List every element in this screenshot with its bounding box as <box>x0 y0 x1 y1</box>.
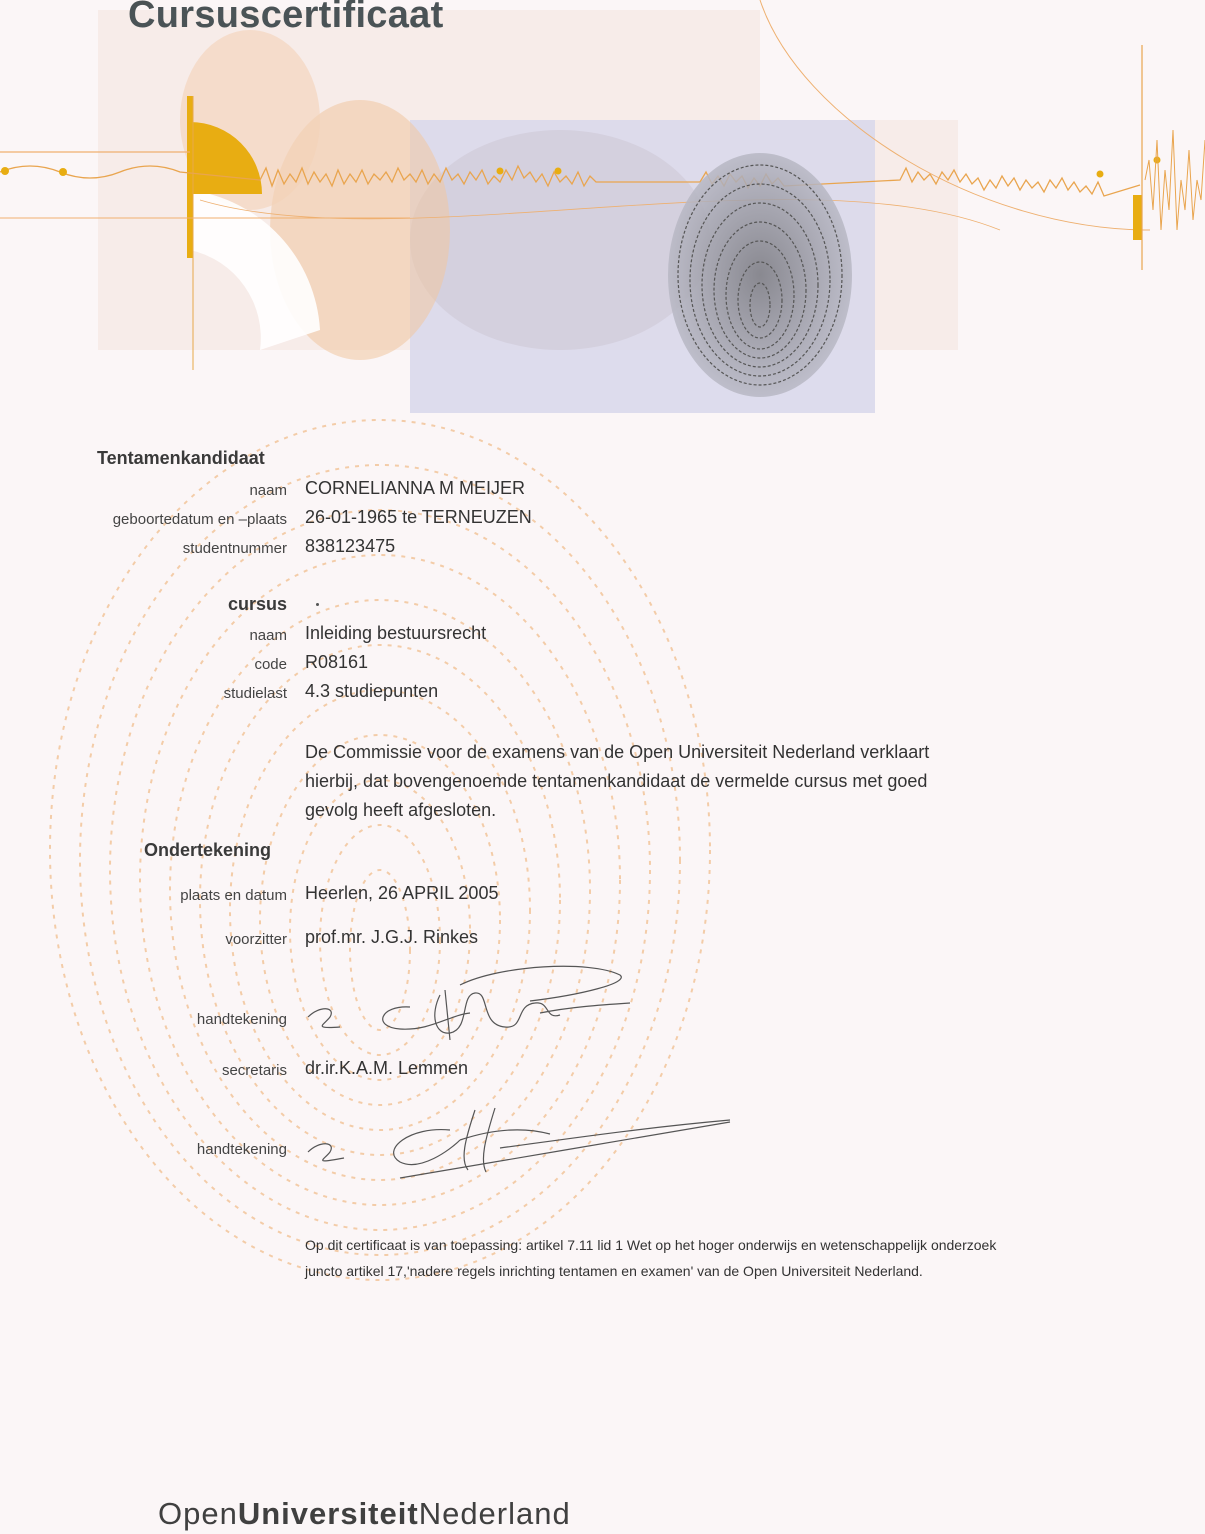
logo-part-open: Open <box>158 1496 238 1531</box>
course-code-value: R08161 <box>305 652 369 672</box>
certificate-title: Cursuscertificaat <box>128 0 444 36</box>
student-number-label: studentnummer <box>182 540 287 557</box>
chair-value: prof.mr. J.G.J. Rinkes <box>305 927 479 947</box>
fingerprint-graphic <box>668 153 852 397</box>
declaration-text: De Commissie voor de examens van de Open Universiteit Nederland verklaart hierbij, dat bovengenoemde tentamenkandidaat de vermelde cursus met goed gevolg heeft afgesloten. <box>305 742 930 820</box>
chair-signature <box>300 955 640 1045</box>
open-universiteit-logo <box>158 1496 571 1532</box>
course-name-label: naam <box>249 627 287 644</box>
chair-label: voorzitter <box>225 931 287 948</box>
course-load-label: studielast <box>223 685 287 702</box>
course-code-label: code <box>254 656 287 673</box>
candidate-name-value: CORNELIANNA M MEIJER <box>305 478 526 498</box>
candidate-name-label: naam <box>249 482 287 499</box>
course-name-value: Inleiding bestuursrecht <box>305 623 487 643</box>
student-number-value: 838123475 <box>305 536 396 556</box>
place-date-label: plaats en datum <box>180 887 287 904</box>
background-fingerprint-pattern <box>0 380 1205 1460</box>
course-load-value: 4.3 studiepunten <box>305 681 439 701</box>
place-date-value: Heerlen, 26 APRIL 2005 <box>305 883 499 903</box>
legal-note: Op dit certificaat is van toepassing: artikel 7.11 lid 1 Wet op het hoger onderwijs en wetenschappelijk onderzoek juncto artikel 17,'nadere regels inrichting tentamen en examen' van de Open Universiteit Nederland. <box>305 1237 997 1279</box>
secretary-signature-label: handtekening <box>196 1141 287 1158</box>
logo-part-universiteit: Universiteit <box>237 1496 419 1531</box>
signing-heading: Ondertekening <box>144 840 272 860</box>
secretary-value: dr.ir.K.A.M. Lemmen <box>305 1058 469 1078</box>
birth-value: 26-01-1965 te TERNEUZEN <box>305 507 532 527</box>
header-artwork <box>0 0 1205 420</box>
logo-part-nederland: Nederland <box>418 1496 571 1531</box>
decorative-dot <box>316 603 319 606</box>
secretary-label: secretaris <box>221 1062 287 1079</box>
birth-label: geboortedatum en –plaats <box>112 511 287 528</box>
chair-signature-label: handtekening <box>196 1011 287 1028</box>
candidate-heading: Tentamenkandidaat <box>97 448 265 468</box>
course-heading: cursus <box>227 594 287 614</box>
secretary-signature <box>300 1100 740 1190</box>
